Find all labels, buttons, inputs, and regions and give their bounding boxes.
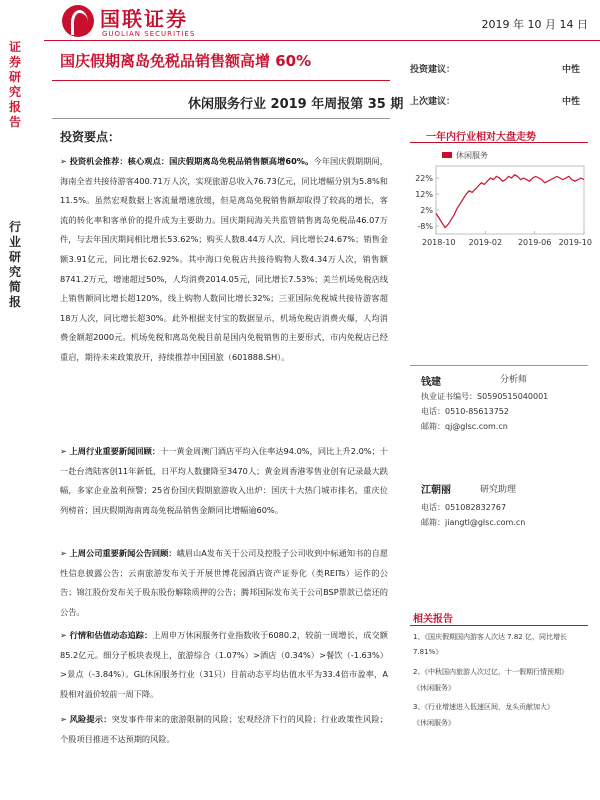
paragraph-body: 十一黄金周澳门酒店平均入住率达94.0%，同比上升2.0%；十一赴台湾陆客创11年新低，日平均人数骤降至3470人；黄金周香港零售业创有记录最大跌幅，多家企业盈利预警；25省份国庆假期旅游收入出炉：国庆十大热门城市排名，重庆位列榜首；国庆假期海南离岛免税品销售金额同比增幅逾60%。 [60,446,388,515]
related-report-3[interactable]: 3、《行业增速进入低速区间，龙头贡献加大》 [413,703,554,711]
paragraph-lead: 行情和估值动态追踪： [69,630,153,640]
side-char: 行 [8,220,21,234]
y-tick-label: 2% [420,206,433,215]
paragraph-body: 峨眉山A发布关于公司及控股子公司收到中标通知书的自愿性信息披露公告；云南旅游发布关于开展世博花园酒店资产证券化（类REITs）运作的公告；锦江股份发布关于股东股份解除质押的公告；腾邦国际发布关于公司BSP票款已偿还的公告。 [60,548,388,617]
summary-paragraph-2 [60,442,388,520]
y-tick-label: 12% [415,190,433,199]
side-char: 业 [8,235,21,249]
analyst-1-cert: 执业证书编号：S0590515040001 [421,392,549,401]
paragraph-lead: 投资机会推荐：核心观点：国庆假期离岛免税品销售额高增60%。 [69,156,314,166]
related-report-2-source: 《休闲服务》 [413,684,455,692]
report-title: 国庆假期离岛免税品销售额高增 60% [60,52,312,70]
paragraph-body: 上周申万休闲服务行业指数收于6080.2，较前一周增长，成交额85.2亿元。细分子板块表现上，旅游综合（1.07%）>酒店（0.34%）>餐饮（-1.63%）>景点（-3.84%）。GL休闲服务行业（31只）目前动态平均估值水平为33.4倍市盈率，A股相对溢价较前一周下降。 [60,630,388,699]
company-logo [58,3,258,43]
summary-paragraph-3 [60,544,388,622]
header-rule [44,40,600,41]
analyst-1-name: 钱建 [421,377,441,388]
analyst-2-email[interactable]: 邮箱：jiangtl@glsc.com.cn [421,518,526,527]
report-subtitle: 休闲服务行业 2019 年周报第 35 期 [188,97,404,112]
paragraph-body: 今年国庆假期期间，海南全省共接待游客400.71万人次，实现旅游总收入76.73亿元，同比增幅分别为5.8%和11.5%。虽然宏观数据上客流量增速放缓，但是离岛免税销售额却取得了较高的增长，客流的转化率和客单价的提升成为主要助力。国庆期间海关共监管销售离岛免税品46.07万件，与去年国庆期间相比增长53.62%；购买人数8.44万人次，同比增长24.67%；销售金额3.91亿元，同比增长62.92%。其中海口免税店共接待购物人数4.34万人次，销售额8741.2万元，增速超过50%，人均消费2014.05元，同比增长7.53%；美兰机场免税店线上销售额同比增长超120%，线上购物人数同比增长32%；三亚国际免税城共接待游客超18万人次，同比增长超30%。此外根据支付宝的数据显示，机场免税店消费火爆，人均消费金额超2000元。机场免税和离岛免税目前是国内免税销售的主要形式，市内免税店已经重启，期待未来政策放开，持续推荐中国国旅（601888.SH）。 [60,156,388,362]
side-label-top [4,40,26,130]
prev-rating-label: 上次建议： [410,97,456,107]
side-char: 简 [8,280,21,294]
summary-paragraph-4 [60,626,388,704]
paragraph-lead: 风险提示： [69,714,112,724]
y-tick-label: 22% [415,174,433,183]
analyst-1-role: 分析师 [500,375,528,385]
analyst-2-name: 江朝丽 [421,485,451,496]
bullet-arrow-icon: ➢ [60,548,70,558]
paragraph-body: 突发事件带来的旅游限制的风险；宏观经济下行的风险；行业政策性风险；个股项目推进不达预期的风险。 [60,714,388,744]
analyst-1-email[interactable]: 邮箱：qj@glsc.com.cn [421,422,508,431]
title-rule [52,80,390,81]
legend-label: 休闲服务 [456,151,488,160]
paragraph-lead: 上周公司重要新闻公告回顾： [69,548,177,558]
summary-paragraph-5 [60,710,388,749]
related-reports-title: 相关报告 [413,614,453,625]
analyst-2-phone: 电话：051082832767 [421,503,507,512]
x-tick-label: 2019-02 [468,238,503,247]
logo-mark-icon [62,5,94,37]
summary-paragraph-1 [60,152,388,368]
side-char: 究 [8,85,21,99]
x-tick-label: 2018-10 [422,238,456,247]
side-char: 报 [8,100,21,114]
analyst-2-role: 研究助理 [480,485,517,495]
relative-performance-chart [408,146,592,256]
rating-value: 中性 [562,65,581,75]
x-tick-label: 2019-10 [558,238,592,247]
plot-frame [436,166,584,234]
chart-title: 一年内行业相对大盘走势 [426,132,536,143]
analyst-rule [410,365,588,366]
logo-text-en: GUOLIAN SECURITIES [102,30,196,38]
side-char: 研 [8,70,21,84]
related-rule [410,625,588,626]
y-tick-label: -8% [417,222,433,231]
related-report-3-source: 《休闲服务》 [413,719,455,727]
subtitle-rule [52,118,390,119]
chart-title-rule [410,142,588,143]
side-char: 证 [8,40,21,54]
side-label-bottom [4,220,26,310]
bullet-arrow-icon: ➢ [60,630,70,640]
analyst-1-phone: 电话：0510-85613752 [421,407,509,416]
bullet-arrow-icon: ➢ [60,714,70,724]
side-char: 报 [8,295,21,309]
paragraph-lead: 上周行业重要新闻回顾： [69,446,161,456]
legend-swatch [442,152,452,158]
side-char: 究 [8,265,21,279]
series-line-休闲服务 [436,175,584,228]
related-report-1[interactable]: 1、《国庆假期国内游客人次达 7.82 亿，同比增长 7.81%》 [413,633,567,656]
logo-text-cn: 国联证券 [100,7,188,31]
rating-label: 投资建议： [410,65,456,75]
bullet-arrow-icon: ➢ [60,156,70,166]
side-char: 研 [8,250,21,264]
summary-heading: 投资要点： [60,130,121,144]
side-char: 券 [8,55,21,69]
x-tick-label: 2019-06 [517,238,552,247]
related-report-2[interactable]: 2、《中秋国内旅游人次过亿，十一假期行情预期》 [413,668,568,676]
bullet-arrow-icon: ➢ [60,446,70,456]
prev-rating-value: 中性 [562,97,581,107]
report-date: 2019 年 10 月 14 日 [481,18,588,31]
side-char: 告 [8,115,21,129]
